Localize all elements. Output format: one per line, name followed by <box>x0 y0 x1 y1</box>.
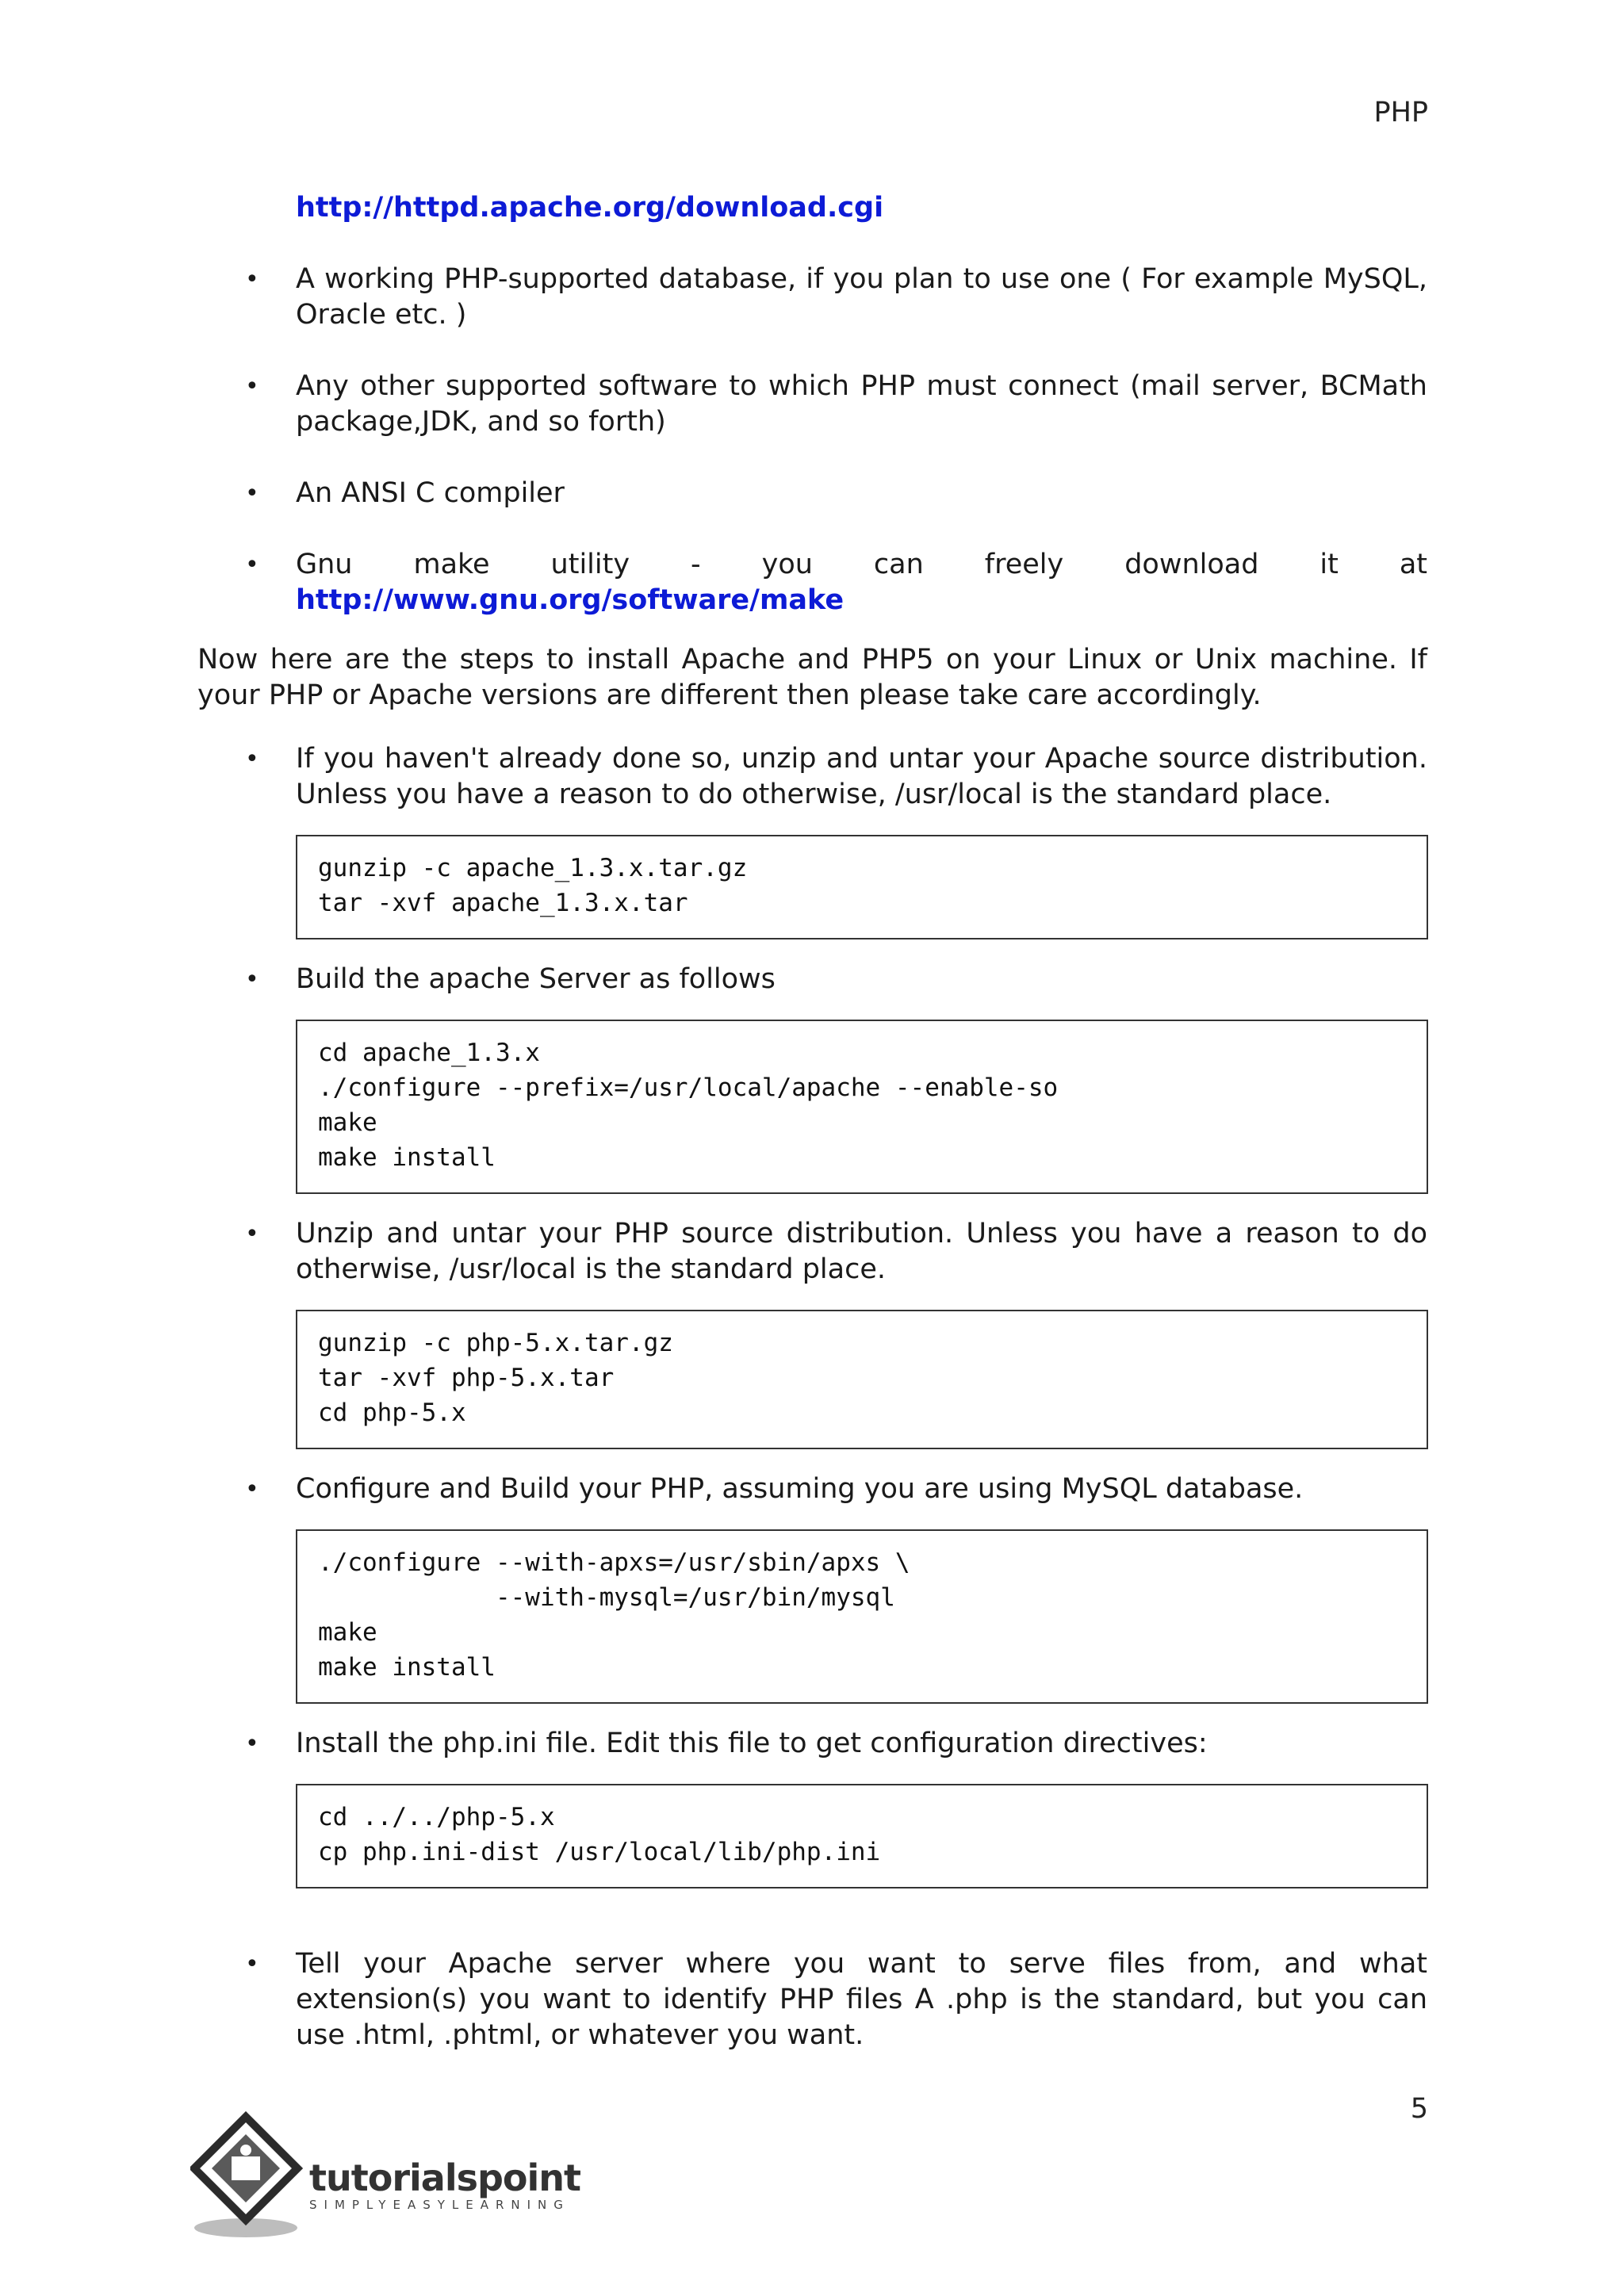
logo-tagline: SIMPLYEASYLEARNING <box>309 2198 570 2212</box>
requirements-list <box>197 262 1427 618</box>
logo-mark-icon <box>190 2109 309 2244</box>
list-item <box>197 1726 1427 1762</box>
step-text: Configure and Build your PHP, assuming you are using MySQL database. <box>296 1473 1304 1505</box>
list-item-text: An ANSI C compiler <box>296 477 565 509</box>
code-block: cd apache_1.3.x ./configure --prefix=/usr/local/apache --enable-so make make install <box>296 1020 1428 1194</box>
code-block: gunzip -c php-5.x.tar.gz tar -xvf php-5.x.tar cd php-5.x <box>296 1310 1428 1449</box>
code-block: ./configure --with-apxs=/usr/sbin/apxs \ --with-mysql=/usr/bin/mysql make make install <box>296 1529 1428 1704</box>
step-text: Build the apache Server as follows <box>296 963 776 995</box>
bullet-icon: • <box>245 551 259 579</box>
list-item <box>197 547 1427 618</box>
list-item <box>197 1216 1427 1288</box>
list-item-text: A working PHP-supported database, if you plan to use one ( For example MySQL, Oracle etc. ) <box>296 263 1427 331</box>
bullet-icon: • <box>245 266 259 293</box>
logo-text: tutorialspoint <box>309 2156 581 2199</box>
steps-intro-paragraph: Now here are the steps to install Apache and PHP5 on your Linux or Unix machine. If your PHP or Apache versions are different then please take care accordingly. <box>197 644 1427 711</box>
install-steps-list <box>197 741 1427 813</box>
step-text: If you haven't already done so, unzip and untar your Apache source distribution. Unless you have a reason to do otherwise, /usr/local is the standard place. <box>296 743 1427 810</box>
page-number: 5 <box>1410 2093 1428 2125</box>
list-item <box>197 476 1427 511</box>
list-item <box>197 741 1427 813</box>
list-item-text: Any other supported software to which PHP must connect (mail server, BCMath package,JDK, and so forth) <box>296 370 1427 438</box>
bullet-icon: • <box>245 480 259 507</box>
bullet-icon: • <box>245 1220 259 1248</box>
apache-download-link[interactable]: http://httpd.apache.org/download.cgi <box>296 192 884 224</box>
bullet-icon: • <box>245 745 259 773</box>
gnu-make-link[interactable]: http://www.gnu.org/software/make <box>296 584 845 616</box>
bullet-icon: • <box>245 966 259 993</box>
bullet-icon: • <box>245 1950 259 1978</box>
list-item <box>197 369 1427 440</box>
bullet-icon: • <box>245 1730 259 1758</box>
step-text: Install the php.ini file. Edit this file to get configuration directives: <box>296 1728 1208 1759</box>
bullet-icon: • <box>245 373 259 400</box>
bullet-icon: • <box>245 1475 259 1503</box>
step-text: Tell your Apache server where you want to serve files from, and what extension(s) you want to identify PHP files A .php is the standard, but you can use .html, .phtml, or whatever you want. <box>296 1948 1427 2051</box>
code-block: gunzip -c apache_1.3.x.tar.gz tar -xvf apache_1.3.x.tar <box>296 835 1428 939</box>
code-block: cd ../../php-5.x cp php.ini-dist /usr/local/lib/php.ini <box>296 1784 1428 1888</box>
list-item <box>197 1946 1427 2053</box>
list-item <box>197 1471 1427 1507</box>
gnu-make-line: Gnu make utility - you can freely download it at <box>296 549 1427 580</box>
list-item <box>197 962 1427 997</box>
step-text: Unzip and untar your PHP source distribution. Unless you have a reason to do otherwise, /usr/local is the standard place. <box>296 1218 1427 1285</box>
header-title: PHP <box>1373 97 1428 128</box>
page-content <box>197 190 1427 2053</box>
list-item <box>197 262 1427 333</box>
tutorialspoint-logo <box>190 2109 603 2244</box>
